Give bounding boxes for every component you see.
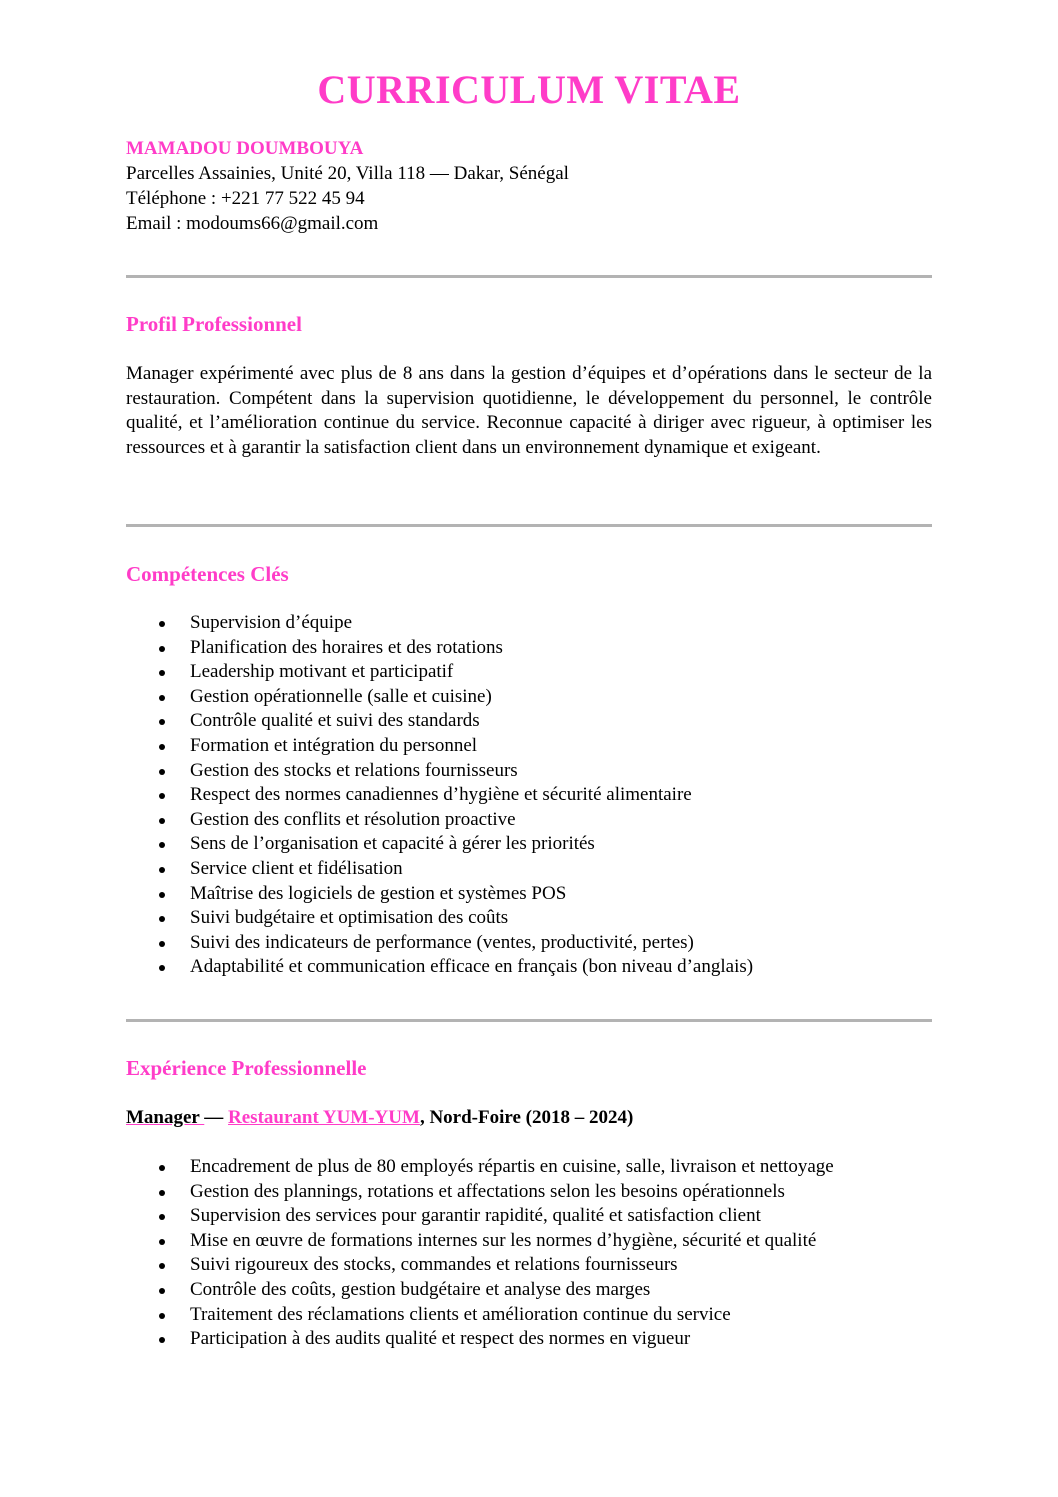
- bullet-icon: [159, 867, 165, 873]
- bullet-icon: [159, 965, 165, 971]
- experience-item: [126, 1253, 932, 1278]
- bullet-icon: [159, 646, 165, 652]
- experience-item-text: Encadrement de plus de 80 employés répartis en cuisine, salle, livraison et nettoyage: [190, 1156, 834, 1177]
- bullet-icon: [159, 1214, 165, 1220]
- experience-item: [126, 1204, 932, 1229]
- skill-item: [126, 734, 932, 759]
- skill-item: [126, 955, 932, 980]
- skill-item-text: Contrôle qualité et suivi des standards: [190, 710, 480, 732]
- experience-item: [126, 1155, 932, 1180]
- skill-item: [126, 931, 932, 956]
- skills-list: [126, 611, 932, 980]
- bullet-icon: [159, 1263, 165, 1269]
- experience-item-text: Contrôle des coûts, gestion budgétaire et analyse des marges: [190, 1278, 651, 1300]
- skill-item-text: Supervision d’équipe: [190, 612, 353, 633]
- experience-item: [126, 1327, 932, 1352]
- bullet-icon: [159, 1313, 165, 1319]
- bullet-icon: [159, 818, 165, 824]
- skill-item: [126, 857, 932, 882]
- skill-item-text: Respect des normes canadiennes d’hygiène et sécurité alimentaire: [190, 784, 692, 806]
- experience-item: [126, 1229, 932, 1254]
- skills-heading: Compétences Clés: [126, 562, 289, 586]
- bullet-icon: [159, 793, 165, 799]
- bullet-icon: [159, 719, 165, 725]
- skill-item-text: Planification des horaires et des rotations: [190, 636, 503, 658]
- bullet-icon: [159, 842, 165, 848]
- contact-address: Parcelles Assainies, Unité 20, Villa 118 — Dakar, Sénégal: [126, 163, 569, 184]
- skill-item: [126, 759, 932, 784]
- skill-item: [126, 685, 932, 710]
- bullet-icon: [159, 1288, 165, 1294]
- experience-item-text: Mise en œuvre de formations internes sur les normes d’hygiène, sécurité et qualité: [190, 1229, 817, 1251]
- skill-item-text: Sens de l’organisation et capacité à gérer les priorités: [190, 833, 595, 855]
- job-location-dates: , Nord-Foire (2018 – 2024): [419, 1107, 634, 1128]
- experience-list: [126, 1155, 932, 1352]
- skill-item: [126, 882, 932, 907]
- experience-item: [126, 1278, 932, 1303]
- skill-item: [126, 636, 932, 661]
- bullet-icon: [159, 1239, 165, 1245]
- experience-item-text: Supervision des services pour garantir rapidité, qualité et satisfaction client: [190, 1205, 761, 1227]
- experience-item-text: Participation à des audits qualité et respect des normes en vigueur: [190, 1328, 691, 1350]
- bullet-icon: [159, 941, 165, 947]
- bullet-icon: [159, 670, 165, 676]
- bullet-icon: [159, 1165, 165, 1171]
- skill-item: [126, 660, 932, 685]
- skill-item-text: Maîtrise des logiciels de gestion et systèmes POS: [190, 882, 567, 904]
- skill-item: [126, 808, 932, 833]
- experience-item: [126, 1303, 932, 1328]
- section-divider: [126, 1019, 932, 1022]
- skill-item: [126, 611, 932, 636]
- skill-item-text: Leadership motivant et participatif: [190, 661, 454, 683]
- job-role: Manager: [126, 1107, 205, 1128]
- skill-item-text: Service client et fidélisation: [190, 857, 403, 879]
- bullet-icon: [159, 916, 165, 922]
- bullet-icon: [159, 621, 165, 627]
- contact-phone: Téléphone : +221 77 522 45 94: [126, 188, 365, 209]
- skill-item: [126, 832, 932, 857]
- skill-item-text: Suivi budgétaire et optimisation des coûts: [190, 907, 509, 929]
- bullet-icon: [159, 1337, 165, 1343]
- contact-block: [126, 136, 569, 236]
- section-divider: [126, 524, 932, 527]
- contact-email: Email : modoums66@gmail.com: [126, 213, 379, 234]
- experience-item: [126, 1180, 932, 1205]
- experience-item-text: Gestion des plannings, rotations et affectations selon les besoins opérationnels: [190, 1180, 785, 1202]
- document-title: CURRICULUM VITAE: [317, 67, 741, 112]
- skill-item: [126, 709, 932, 734]
- skill-item-text: Gestion des conflits et résolution proactive: [190, 808, 516, 830]
- profile-heading: Profil Professionnel: [126, 312, 302, 336]
- section-divider: [126, 275, 932, 278]
- job-title-line: [126, 1104, 633, 1132]
- bullet-icon: [159, 892, 165, 898]
- skill-item-text: Gestion opérationnelle (salle et cuisine): [190, 685, 492, 707]
- skill-item: [126, 906, 932, 931]
- skill-item-text: Adaptabilité et communication efficace en français (bon niveau d’anglais): [190, 956, 754, 978]
- skill-item-text: Gestion des stocks et relations fournisseurs: [190, 759, 518, 781]
- skill-item-text: Suivi des indicateurs de performance (ventes, productivité, pertes): [190, 931, 694, 953]
- skill-item-text: Formation et intégration du personnel: [190, 734, 478, 756]
- profile-text: Manager expérimenté avec plus de 8 ans dans la gestion d’équipes et d’opérations dans le secteur de la restauration. Compétent dans la supervision quotidienne, le développement du personnel, le contrôle qualité, et l’amélioration continue du service. Reconnue capacité à diriger avec rigueur, à optimiser les ressources et à garantir la satisfaction client dans un environnement dynamique et exigeant.: [126, 363, 932, 458]
- job-separator: —: [204, 1107, 229, 1128]
- bullet-icon: [159, 1190, 165, 1196]
- bullet-icon: [159, 769, 165, 775]
- bullet-icon: [159, 744, 165, 750]
- bullet-icon: [159, 695, 165, 701]
- experience-heading: Expérience Professionnelle: [126, 1056, 367, 1080]
- experience-item-text: Traitement des réclamations clients et amélioration continue du service: [190, 1303, 731, 1325]
- skill-item: [126, 783, 932, 808]
- employer-link[interactable]: Restaurant YUM-YUM: [228, 1107, 420, 1128]
- experience-item-text: Suivi rigoureux des stocks, commandes et relations fournisseurs: [190, 1254, 678, 1276]
- candidate-name: MAMADOU DOUMBOUYA: [126, 138, 364, 159]
